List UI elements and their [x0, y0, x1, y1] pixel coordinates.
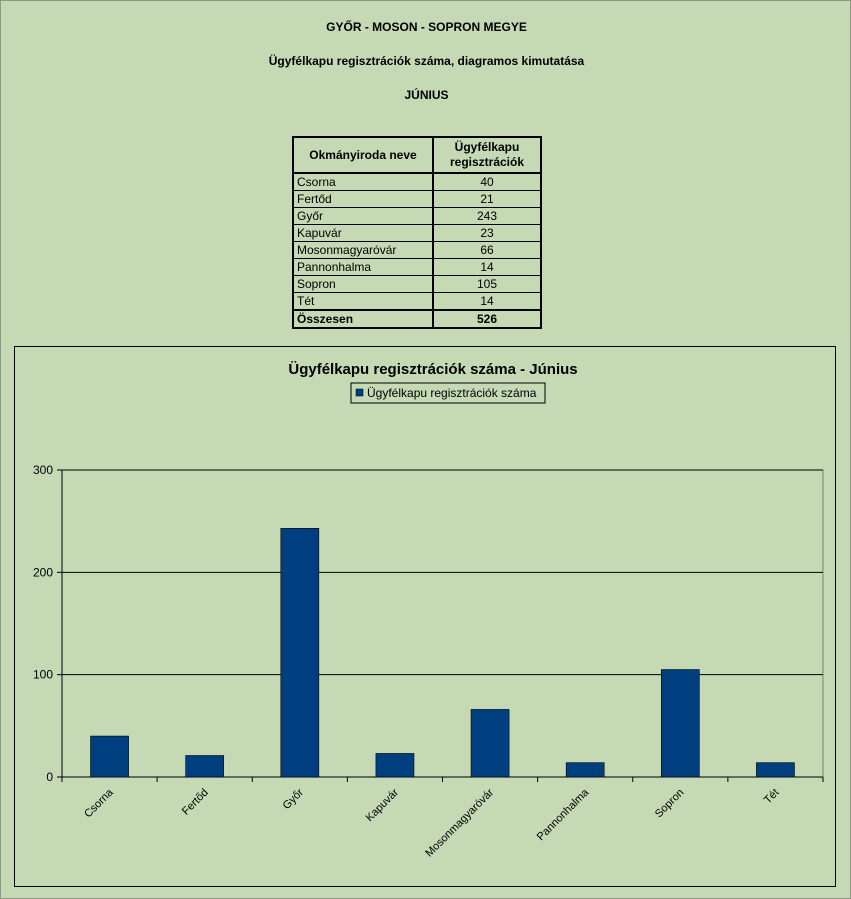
x-tick-label: Pannonhalma	[534, 786, 592, 844]
bar-tét	[756, 763, 794, 777]
table-row	[293, 242, 541, 259]
report-subtitle: Ügyfélkapu regisztrációk száma, diagramos kimutatása	[268, 54, 585, 68]
office-name: Csorna	[293, 173, 433, 191]
total-value: 526	[433, 310, 541, 328]
office-name: Kapuvár	[293, 225, 433, 242]
table-row	[293, 208, 541, 225]
chart-area	[14, 346, 836, 887]
table-row	[293, 276, 541, 293]
registration-count: 23	[433, 225, 541, 242]
x-tick-label: Győr	[280, 786, 306, 812]
office-name: Fertőd	[293, 191, 433, 208]
table-row	[293, 173, 541, 191]
x-tick-label: Mosonmagyaróvár	[423, 786, 497, 860]
y-tick-label: 100	[32, 667, 53, 682]
office-name: Mosonmagyaróvár	[293, 242, 433, 259]
registrations-header-line1: Ügyfélkapu	[454, 140, 520, 154]
office-name: Sopron	[293, 276, 433, 293]
registration-count: 66	[433, 242, 541, 259]
county-heading: GYŐR - MOSON - SOPRON MEGYE	[326, 20, 527, 34]
legend-swatch	[356, 389, 363, 396]
bar-fertőd	[186, 756, 224, 777]
table-header-row	[293, 137, 541, 173]
table-row	[293, 259, 541, 276]
x-tick-label: Kapuvár	[363, 786, 402, 825]
plot-area-border	[62, 470, 823, 777]
registration-count: 14	[433, 259, 541, 276]
x-tick-label: Csorna	[82, 786, 116, 821]
table-row	[293, 293, 541, 311]
registration-count: 105	[433, 276, 541, 293]
x-tick-label: Fertőd	[179, 786, 211, 818]
y-tick-label: 300	[32, 463, 53, 477]
registration-count: 21	[433, 191, 541, 208]
x-tick-label: Sopron	[652, 786, 687, 821]
chart-title: Ügyfélkapu regisztrációk száma - Június	[288, 361, 578, 378]
y-tick-label: 200	[32, 565, 53, 580]
registration-table	[292, 136, 542, 329]
month-heading: JÚNIUS	[404, 88, 449, 102]
table-row	[293, 191, 541, 208]
total-row	[293, 310, 541, 328]
office-name: Pannonhalma	[293, 259, 433, 276]
x-tick-label: Tét	[761, 786, 782, 807]
office-name: Tét	[293, 293, 433, 311]
total-label: Összesen	[293, 310, 433, 328]
office-name: Győr	[293, 208, 433, 225]
registrations-header-line2: regisztrációk	[449, 155, 525, 169]
bar-mosonmagyaróvár	[471, 709, 509, 777]
legend-label: Ügyfélkapu regisztrációk száma	[367, 386, 537, 400]
table-row	[293, 225, 541, 242]
registration-count: 40	[433, 173, 541, 191]
registrations-header	[433, 137, 541, 173]
bar-chart	[15, 347, 835, 886]
bar-kapuvár	[376, 753, 414, 777]
bar-sopron	[661, 670, 699, 777]
office-name-header: Okmányiroda neve	[293, 137, 433, 173]
y-tick-label: 0	[46, 770, 53, 784]
registration-count: 243	[433, 208, 541, 225]
bar-győr	[281, 528, 319, 777]
bar-pannonhalma	[566, 763, 604, 777]
registration-count: 14	[433, 293, 541, 311]
bar-csorna	[91, 736, 129, 777]
